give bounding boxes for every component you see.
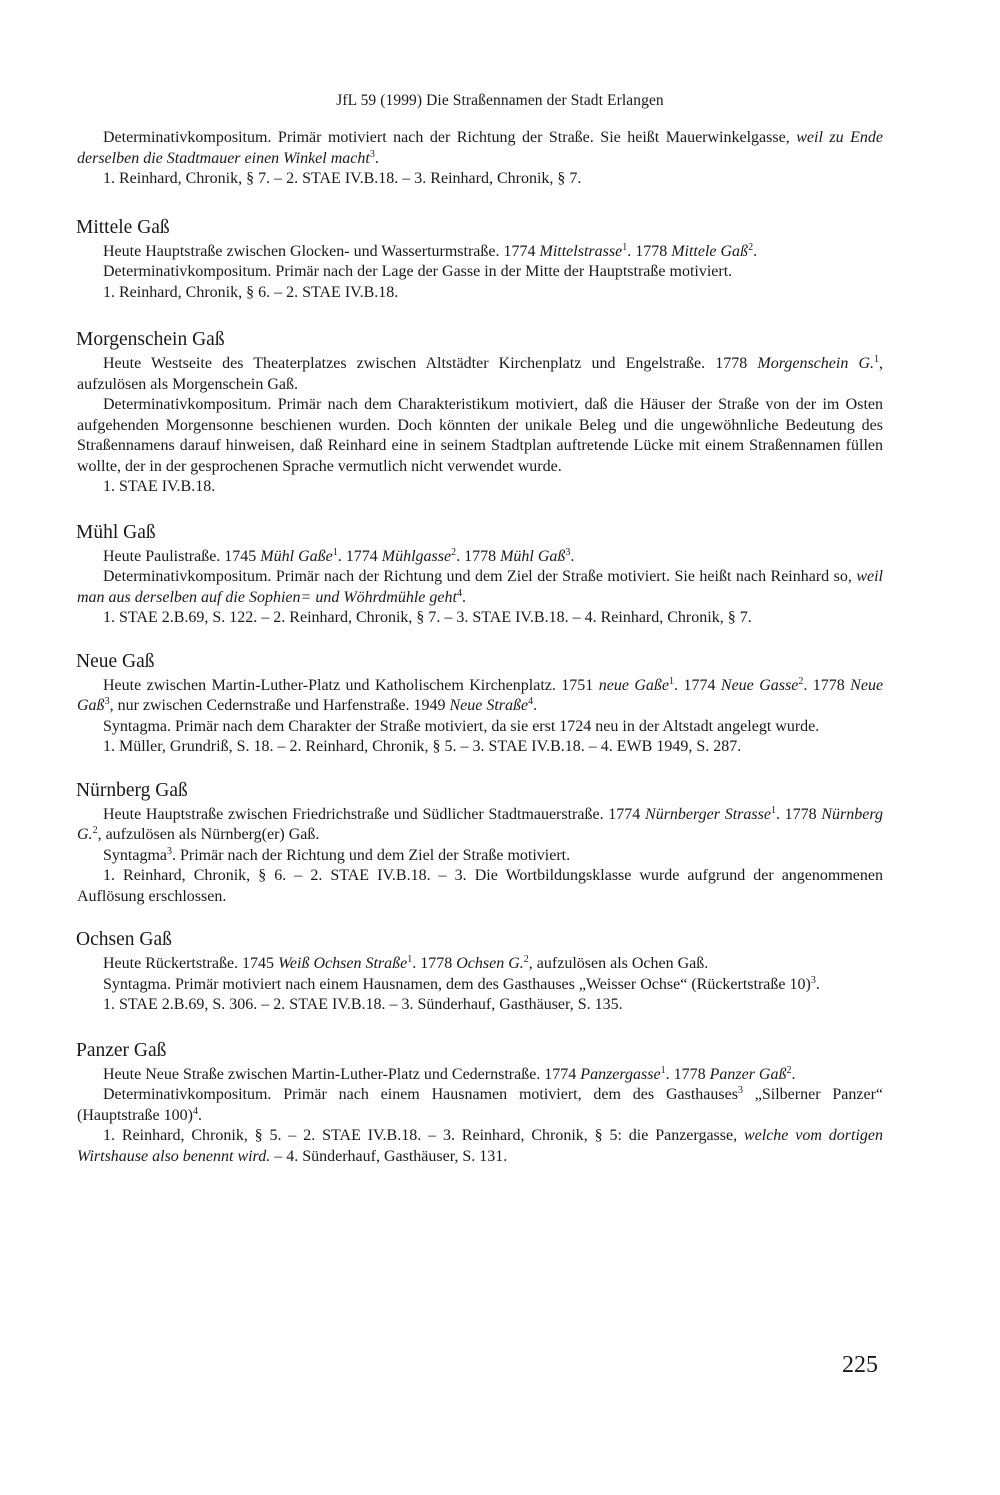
entry-paragraph: Heute Hauptstraße zwischen Friedrichstraße und Südlicher Stadtmauerstraße. 1774 Nürnberger Strasse$^1$. 1778 Nürnberg G.$^2$, aufzulösen als Nürnberg(er) Gaß. [77, 804, 884, 843]
entry-nuernberg-gass [77, 780, 883, 908]
entry-paragraph: Heute Hauptstraße zwischen Glocken- und Wasserturmstraße. 1774 Mittelstrasse$^1$. 1778 Mittele Gaß$^2$. [103, 241, 758, 260]
entry-paragraph: Determinativkompositum. Primär nach dem Charakteristikum motiviert, daß die Häuser der Straße von der im Osten aufgehenden Morgensonne beschienen wurden. Doch könnten der unikale Beleg und die ungewöhnliche Bedeutung des Straßennamens darauf hinweisen, daß Reinhard eine in seinem Stadtplan auftretende Lücke mit einem Straßennamen füllen wollte, der in der gesprochenen Sprache vermutlich nicht verwendet wurde. [77, 396, 883, 475]
entry-morgenschein-gass [77, 329, 883, 498]
entry-title: Nürnberg Gaß [76, 779, 188, 801]
entry-muehl-gass [77, 522, 883, 629]
entry-references: 1. STAE 2.B.69, S. 122. – 2. Reinhard, Chronik, § 7. – 3. STAE IV.B.18. – 4. Reinhard, Chronik, § 7. [103, 609, 752, 626]
entry-paragraph: Heute zwischen Martin-Luther-Platz und Katholischem Kirchenplatz. 1751 neue Gaße$^1$. 1774 Neue Gasse$^2$. 1778 Neue Gaß$^3$, nur zwischen Cedernstraße und Harfenstraße. 1949 Neue Straße$^4$. [77, 675, 884, 714]
entry-title: Neue Gaß [76, 650, 155, 672]
entry-paragraph: Determinativkompositum. Primär nach der Richtung und dem Ziel der Straße motiviert. Sie heißt nach Reinhard so, weil man aus derselben auf die Sophien= und Wöhrdmühle geht$^4$. [77, 568, 883, 606]
entry-panzer-gass [77, 1040, 883, 1168]
intro-references: 1. Reinhard, Chronik, § 7. – 2. STAE IV.B.18. – 3. Reinhard, Chronik, § 7. [103, 170, 582, 187]
entry-references: 1. STAE IV.B.18. [103, 478, 216, 495]
entry-mittele-gass [77, 217, 883, 304]
entry-references: 1. Müller, Grundriß, S. 18. – 2. Reinhard, Chronik, § 5. – 3. STAE IV.B.18. – 4. EWB 1949, S. 287. [103, 738, 742, 755]
entry-paragraph: Syntagma. Primär motiviert nach einem Hausnamen, dem des Gasthauses „Weisser Ochse“ (Rückertstraße 10)$^3$. [103, 974, 820, 993]
entry-title: Morgenschein Gaß [76, 329, 225, 350]
entry-paragraph: Heute Neue Straße zwischen Martin-Luther-Platz und Cedernstraße. 1774 Panzergasse$^1$. 1778 Panzer Gaß$^2$. [103, 1064, 796, 1083]
entry-title: Ochsen Gaß [76, 929, 172, 950]
entry-ochsen-gass [77, 929, 883, 1016]
entry-references: 1. STAE 2.B.69, S. 306. – 2. STAE IV.B.18. – 3. Sünderhauf, Gasthäuser, S. 135. [103, 996, 623, 1013]
entry-neue-gass [77, 651, 883, 758]
entry-paragraph: Heute Rückertstraße. 1745 Weiß Ochsen Straße$^1$. 1778 Ochsen G.$^2$, aufzulösen als Ochen Gaß. [103, 954, 709, 972]
entry-title: Mittele Gaß [76, 216, 170, 238]
entry-references: 1. Reinhard, Chronik, § 6. – 2. STAE IV.B.18. – 3. Die Wortbildungsklasse wurde aufgrund der angenommenen Auflösung erschlossen. [77, 867, 883, 905]
entry-paragraph: Heute Paulistraße. 1745 Mühl Gaße$^1$. 1774 Mühlgasse$^2$. 1778 Mühl Gaß$^3$. [103, 546, 575, 565]
running-head: JfL 59 (1999) Die Straßennamen der Stadt Erlangen [336, 92, 664, 109]
page-body [77, 128, 883, 1167]
entry-paragraph: Heute Westseite des Theaterplatzes zwischen Altstädter Kirchenplatz und Engelstraße. 1778 Morgenschein G.$^1$, aufzulösen als Morgenschein Gaß. [77, 354, 884, 393]
entry-intro-continuation [77, 128, 883, 190]
entry-title: Mühl Gaß [76, 521, 156, 543]
page-number: 225 [842, 1352, 878, 1378]
intro-paragraph: Determinativkompositum. Primär motiviert nach der Richtung der Straße. Sie heißt Mauerwinkelgasse, weil zu Ende derselben die Stadtmauer einen Winkel macht$^3$. [77, 129, 884, 167]
entry-references: 1. Reinhard, Chronik, § 6. – 2. STAE IV.B.18. [103, 283, 399, 301]
entry-paragraph: Syntagma. Primär nach dem Charakter der Straße motiviert, da sie erst 1724 neu in der Altstadt angelegt wurde. [103, 717, 820, 735]
entry-title: Panzer Gaß [76, 1039, 167, 1061]
entry-references: 1. Reinhard, Chronik, § 5. – 2. STAE IV.B.18. – 3. Reinhard, Chronik, § 5: die Panzergasse, welche vom dortigen Wirtshause also benennt wird. – 4. Sünderhauf, Gasthäuser, S. 131. [77, 1127, 883, 1165]
entry-paragraph: Syntagma$^3$. Primär nach der Richtung und dem Ziel der Straße motiviert. [103, 845, 571, 864]
entry-paragraph: Determinativkompositum. Primär nach der Lage der Gasse in der Mitte der Hauptstraße motiviert. [103, 263, 733, 280]
entry-paragraph: Determinativkompositum. Primär nach einem Hausnamen motiviert, dem des Gasthauses$^3$ „Silberner Panzer“ (Hauptstraße 100)$^4$. [77, 1085, 883, 1124]
